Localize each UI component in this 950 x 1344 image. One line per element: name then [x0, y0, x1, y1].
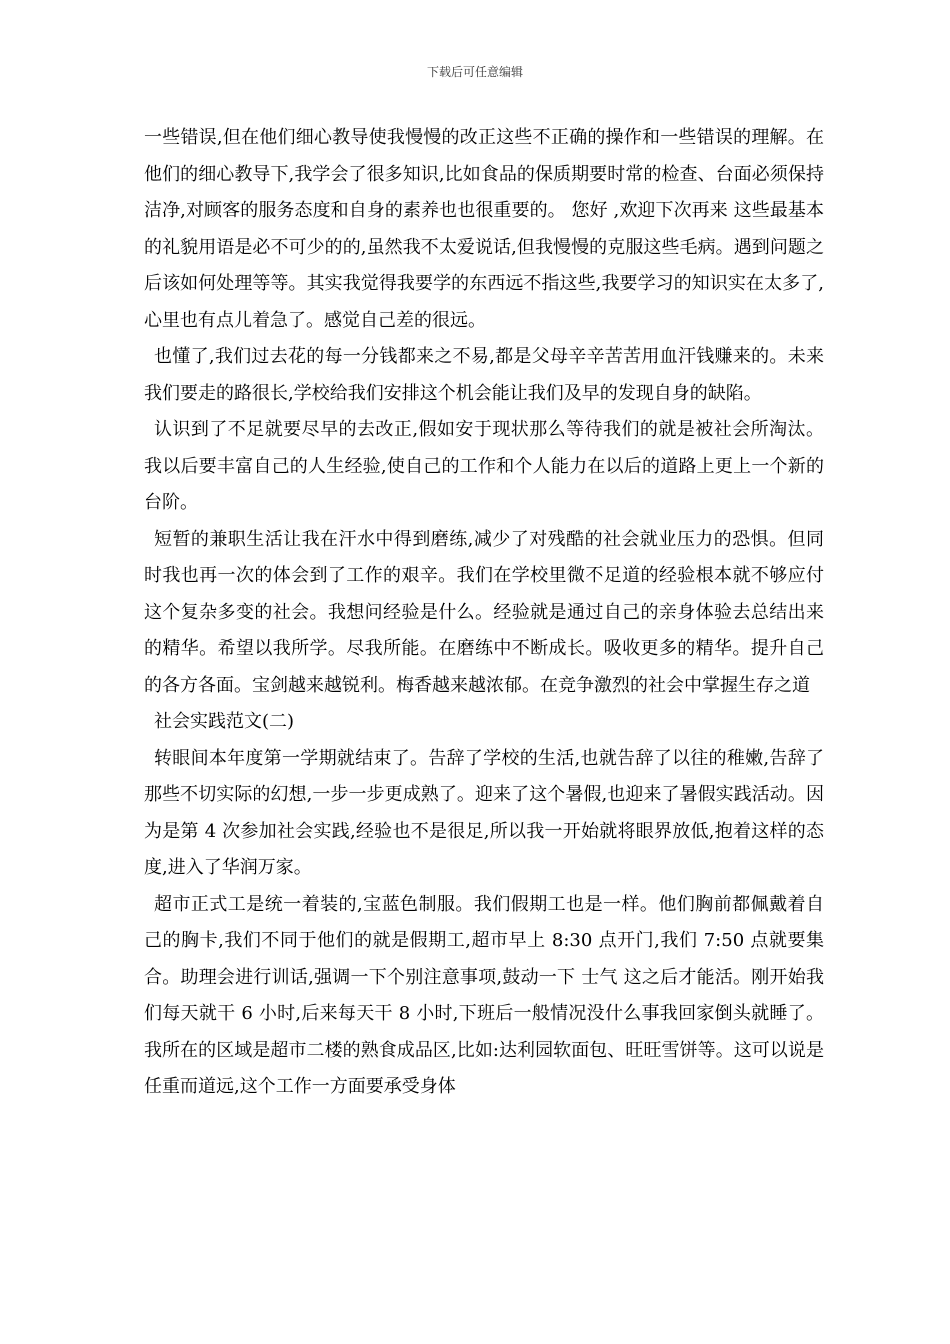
- page-header: 下载后可任意编辑: [426, 65, 523, 79]
- paragraph-3: 认识到了不足就要尽早的去改正,假如安于现状那么等待我们的就是被社会所淘汰。我以后要丰富自己的人生经验,使自己的工作和个人能力在以后的道路上更上一个新的台阶。: [144, 419, 824, 513]
- document-body: [144, 120, 824, 1106]
- paragraph-4: 短暂的兼职生活让我在汗水中得到磨练,减少了对残酷的社会就业压力的恐惧。但同时我也再一次的体会到了工作的艰辛。我们在学校里微不足道的经验根本就不够应付这个复杂多变的社会。我想问经验是什么。经验就是通过自己的亲身体验去总结出来的精华。希望以我所学。尽我所能。在磨练中不断成长。吸收更多的精华。提升自己的各方各面。宝剑越来越锐利。梅香越来越浓郁。在竞争激烈的社会中掌握生存之道: [144, 528, 824, 696]
- paragraph-5: 转眼间本年度第一学期就结束了。告辞了学校的生活,也就告辞了以往的稚嫩,告辞了那些不切实际的幻想,一步一步更成熟了。迎来了这个暑假,也迎来了暑假实践活动。因为是第 4 次参加社会实践,经验也不是很足,所以我一开始就将眼界放低,抱着这样的态度,进入了华润万家。: [144, 747, 824, 878]
- paragraph-6: 超市正式工是统一着装的,宝蓝色制服。我们假期工也是一样。他们胸前都佩戴着自己的胸卡,我们不同于他们的就是假期工,超市早上 8:30 点开门,我们 7:50 点就要集合。助理会进行训话,强调一下个别注意事项,鼓动一下 士气 这之后才能活。刚开始我们每天就干 6 小时,后来每天干 8 小时,下班后一般情况没什么事我回家倒头就睡了。我所在的区域是超市二楼的熟食成品区,比如:达利园软面包、旺旺雪饼等。这可以说是任重而道远,这个工作一方面要承受身体: [144, 893, 824, 1097]
- paragraph-2: 也懂了,我们过去花的每一分钱都来之不易,都是父母辛辛苦苦用血汗钱赚来的。未来我们要走的路很长,学校给我们安排这个机会能让我们及早的发现自身的缺陷。: [144, 346, 824, 404]
- section-heading: 社会实践范文(二): [154, 711, 295, 732]
- paragraph-1: 一些错误,但在他们细心教导使我慢慢的改正这些不正确的操作和一些错误的理解。在他们的细心教导下,我学会了很多知识,比如食品的保质期要时常的检查、台面必须保持洁净,对顾客的服务态度和自身的素养也也很重要的。 您好 ,欢迎下次再来 这些最基本的礼貌用语是必不可少的的,虽然我不太爱说话,但我慢慢的克服这些毛病。遇到问题之后该如何处理等等。其实我觉得我要学的东西远不指这些,我要学习的知识实在太多了,心里也有点儿着急了。感觉自己差的很远。: [144, 127, 824, 331]
